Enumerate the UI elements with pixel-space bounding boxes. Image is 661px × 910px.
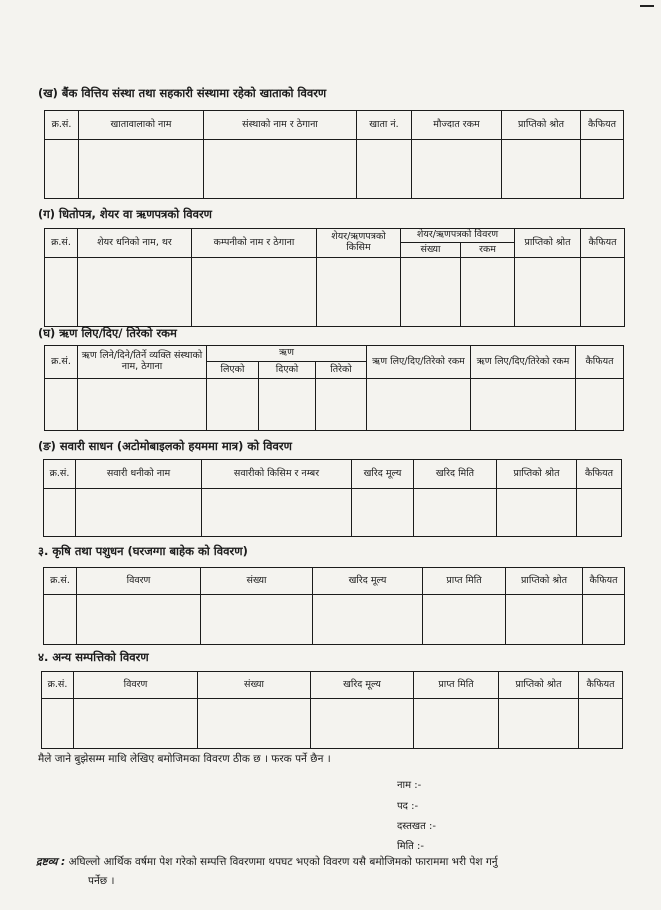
corner-mark	[640, 5, 654, 7]
vehicle-section-title: (ङ) सवारी साधन (अटोमोबाइलको हयममा मात्र) को विवरण	[38, 439, 292, 453]
header-sn: क्र.सं.	[44, 568, 77, 595]
header-source: प्राप्तिको श्रोत	[499, 672, 579, 699]
other-assets-table	[41, 671, 623, 749]
vehicle-table	[43, 459, 622, 537]
header-taken: लिएको	[207, 362, 259, 379]
header-loan-amount-2: ऋण लिए/दिए/तिरेको रकम	[471, 346, 576, 379]
header-institution: संस्थाको नाम र ठेगाना	[204, 111, 357, 140]
footnote-continuation: पर्नेछ ।	[88, 875, 115, 887]
header-source: प्राप्तिको श्रोत	[515, 229, 581, 258]
header-sn: क्र.सं.	[45, 229, 78, 258]
signature-post-label: पद :-	[397, 801, 419, 812]
header-amount: रकम	[461, 243, 515, 258]
signature-name-label: नाम :-	[397, 780, 422, 791]
loans-table	[44, 345, 624, 431]
bank-section-title: (ख) बैंक वित्तिय संस्था तथा सहकारी संस्थामा रहेको खाताको विवरण	[38, 86, 327, 100]
header-sn: क्र.सं.	[45, 346, 78, 379]
header-purchase-date: खरिद मिति	[414, 460, 497, 489]
header-paid: तिरेको	[316, 362, 367, 379]
header-count: संख्या	[401, 243, 461, 258]
header-loan-amount-1: ऋण लिए/दिए/तिरेको रकम	[367, 346, 471, 379]
signature-date-label: मिति :-	[397, 841, 425, 852]
header-loan: ऋण	[207, 346, 367, 362]
header-remarks: कैफियत	[581, 111, 624, 140]
header-share-detail: शेयर/ऋणपत्रको विवरण	[401, 229, 515, 243]
signature-sign-label: दस्तखत :-	[397, 821, 436, 832]
header-quantity: संख्या	[201, 568, 313, 595]
header-loan-party: ऋण लिने/दिने/तिर्ने व्यक्ति संस्थाको नाम, ठेगाना	[78, 346, 207, 379]
header-account-number: खाता नं.	[357, 111, 412, 140]
header-source: प्राप्तिको श्रोत	[497, 460, 577, 489]
header-remarks: कैफियत	[576, 346, 624, 379]
header-quantity: संख्या	[198, 672, 311, 699]
header-purchase-price: खरिद मूल्य	[311, 672, 414, 699]
table-row	[45, 140, 624, 199]
header-sn: क्र.सं.	[45, 111, 79, 140]
header-share-holder: शेयर धनिको नाम, थर	[78, 229, 192, 258]
footnote	[36, 853, 626, 891]
header-purchase-price: खरिद मूल्य	[313, 568, 423, 595]
declaration-text: मैले जाने बुझेसम्म माथि लेखिए बमोजिमका विवरण ठीक छ । फरक पर्ने छैन ।	[38, 753, 331, 765]
securities-table	[44, 228, 625, 327]
table-row	[44, 595, 625, 645]
header-received-date: प्राप्त मिति	[423, 568, 506, 595]
table-row	[45, 258, 625, 327]
header-share-kind: शेयर/ऋणपत्रको किसिम	[317, 229, 401, 258]
header-received-date: प्राप्त मिति	[414, 672, 499, 699]
agri-table	[43, 567, 625, 645]
agri-section-title: ३. कृषि तथा पशुधन (घरजग्गा बाहेक को विवरण)	[38, 544, 248, 558]
other-section-title: ४. अन्य सम्पत्तिको विवरण	[38, 650, 149, 664]
header-purchase-price: खरिद मूल्य	[352, 460, 414, 489]
header-vehicle-owner: सवारी धनीको नाम	[76, 460, 202, 489]
header-description: विवरण	[74, 672, 198, 699]
header-sn: क्र.सं.	[44, 460, 76, 489]
header-vehicle-type: सवारीको किसिम र नम्बर	[202, 460, 352, 489]
bank-accounts-table	[44, 110, 624, 199]
header-remarks: कैफियत	[577, 460, 622, 489]
header-balance: मौज्दात रकम	[412, 111, 502, 140]
footnote-lead: द्रष्टव्य :	[36, 856, 66, 868]
table-row	[44, 489, 622, 537]
header-remarks: कैफियत	[581, 229, 625, 258]
header-sn: क्र.सं.	[42, 672, 74, 699]
table-row	[45, 379, 624, 431]
header-given: दिएको	[259, 362, 316, 379]
footnote-text: अघिल्लो आर्थिक वर्षमा पेश गरेको सम्पत्ति विवरणमा थपघट भएको विवरण यसै बमोजिमको फाराममा भरी पेश गर्नु	[68, 856, 498, 868]
header-remarks: कैफियत	[579, 672, 623, 699]
securities-section-title: (ग) धितोपत्र, शेयर वा ऋणपत्रको विवरण	[38, 207, 213, 221]
header-account-holder: खातावालाको नाम	[79, 111, 204, 140]
header-description: विवरण	[77, 568, 201, 595]
loans-section-title: (घ) ऋण लिए/दिए/ तिरेको रकम	[38, 326, 177, 340]
header-source: प्राप्तिको श्रोत	[502, 111, 581, 140]
header-remarks: कैफियत	[583, 568, 625, 595]
header-company: कम्पनीको नाम र ठेगाना	[192, 229, 317, 258]
table-row	[42, 699, 623, 749]
header-source: प्राप्तिको श्रोत	[506, 568, 583, 595]
